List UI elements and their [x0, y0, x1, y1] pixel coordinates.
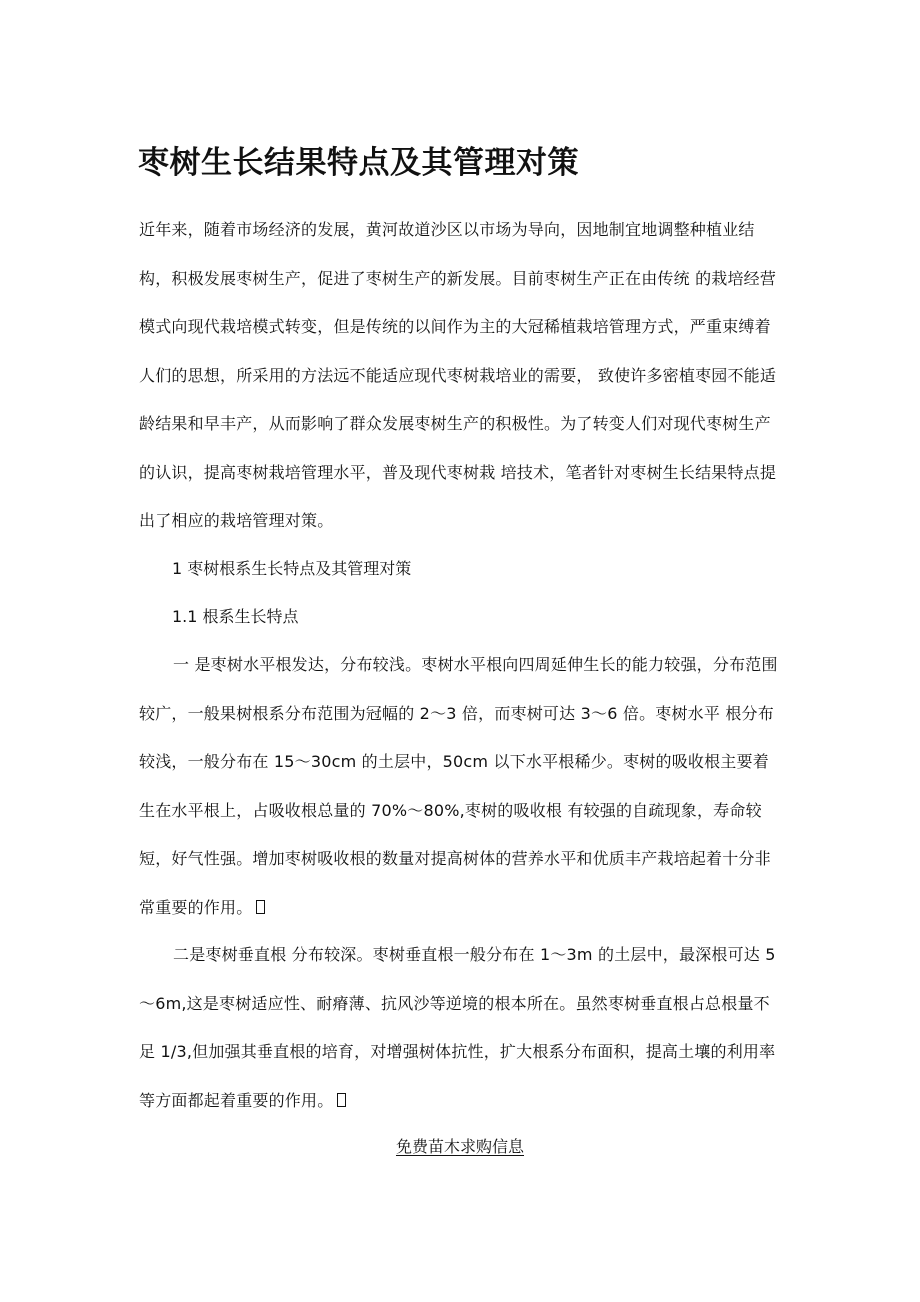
horizontal-roots-text: 一 是枣树水平根发达，分布较浅。枣树水平根向四周延伸生长的能力较强，分布范围较广，一般果树根系分布范围为冠幅的 2～3 倍，而枣树可达 3～6 倍。枣树水平 根分布较浅，一般分布在 15～30cm 的土层中，50cm 以下水平根稀少。枣树的吸收根主要着生在水平根上，占吸收根总量的 70%～80%,枣树的吸收根 有较强的自疏现象，寿命较短，好气性强。增加枣树吸收根的数量对提高树体的营养水平和优质丰产栽培起着十分非常重要的作用。 — [139, 655, 778, 917]
horizontal-roots-paragraph — [139, 641, 785, 932]
footer — [0, 1133, 920, 1161]
missing-glyph-icon — [337, 1093, 346, 1107]
missing-glyph-icon — [256, 900, 265, 914]
subsection-heading: 1.1 根系生长特点 — [172, 607, 299, 626]
vertical-roots-paragraph — [139, 931, 785, 1125]
section-heading: 1 枣树根系生长特点及其管理对策 — [172, 559, 412, 578]
document-title: 枣树生长结果特点及其管理对策 — [138, 145, 579, 181]
vertical-roots-text: 二是枣树垂直根 分布较深。枣树垂直根一般分布在 1～3m 的土层中，最深根可达 5～6m,这是枣树适应性、耐瘠薄、抗风沙等逆境的根本所在。虽然枣树垂直根占总根量不足 1/3,但加强其垂直根的培育，对增强树体抗性，扩大根系分布面积，提高土壤的利用率等方面都起着重要的作用。 — [139, 945, 776, 1110]
intro-paragraph: 近年来，随着市场经济的发展，黄河故道沙区以市场为导向，因地制宜地调整种植业结构，积极发展枣树生产，促进了枣树生产的新发展。目前枣树生产正在由传统 的栽培经营模式向现代栽培模式转变，但是传统的以间作为主的大冠稀植栽培管理方式，严重束缚着人们的思想，所采用的方法远不能适应现代枣树栽培业的需要， 致使许多密植枣园不能适龄结果和早丰产，从而影响了群众发展枣树生产的积极性。为了转变人们对现代枣树生产的认识，提高枣树栽培管理水平，普及现代枣树栽 培技术，笔者针对枣树生长结果特点提出了相应的栽培管理对策。 — [139, 220, 777, 530]
seedling-info-link[interactable]: 免费苗木求购信息 — [395, 1137, 524, 1156]
